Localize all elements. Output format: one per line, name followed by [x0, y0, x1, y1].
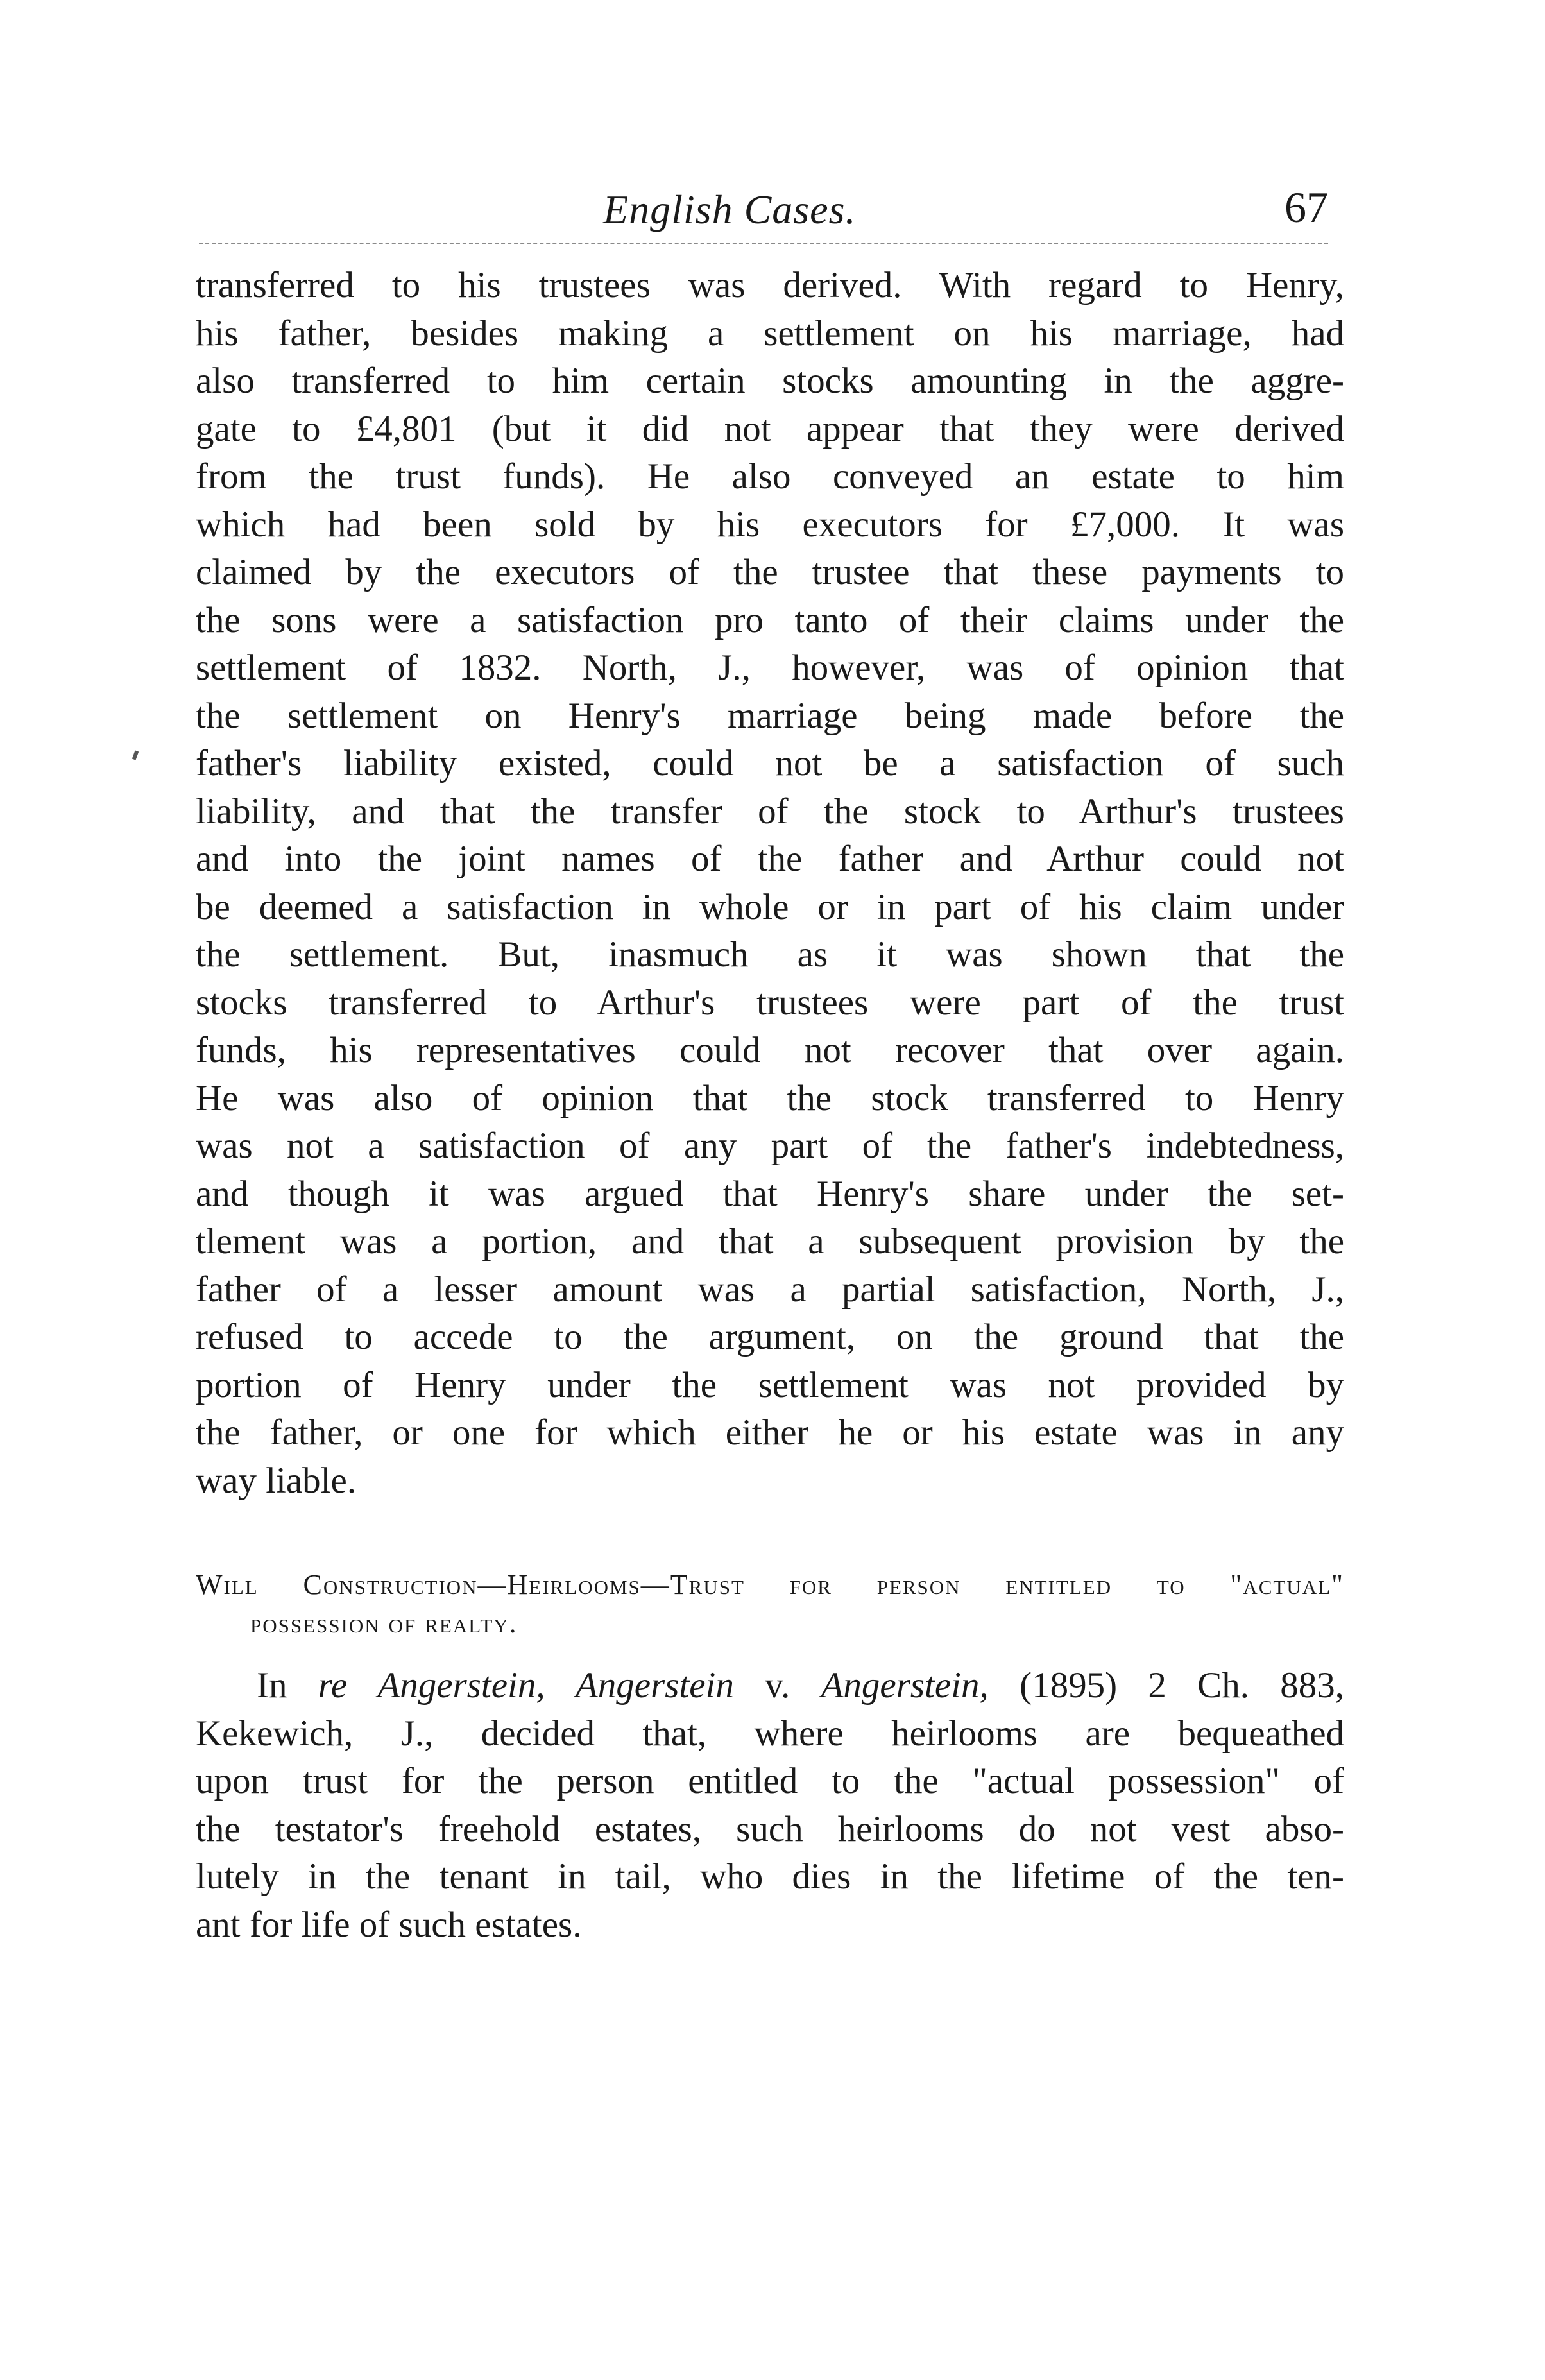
running-title: English Cases. [603, 187, 857, 232]
text-line: funds, his representatives could not recover that over again. [196, 1030, 1344, 1070]
section-heading-line: possession of realty. [250, 1607, 518, 1639]
margin-mark [132, 750, 139, 760]
text-line: stocks transferred to Arthur's trustees were part of the trust [196, 982, 1344, 1023]
text-line: and though it was argued that Henry's share under the set- [196, 1173, 1344, 1214]
text-line: from the trust funds). He also conveyed an estate to him [196, 456, 1344, 497]
page-number: 67 [1285, 183, 1328, 232]
paragraph-continued [196, 262, 1344, 1505]
text-line: transferred to his trustees was derived. With regard to Henry, [196, 265, 1344, 305]
text-line: gate to £4,801 (but it did not appear that they were derived [196, 408, 1344, 449]
text-line: portion of Henry under the settlement was not provided by [196, 1364, 1344, 1405]
text-line: tlement was a portion, and that a subsequent provision by the [196, 1221, 1344, 1262]
text-line: ant for life of such estates. [196, 1904, 582, 1945]
citation: (1895) 2 Ch. 883, [988, 1665, 1344, 1706]
text-line: lutely in the tenant in tail, who dies in the lifetime of the ten- [196, 1856, 1344, 1897]
header-rule [199, 243, 1328, 244]
case-citation-line [196, 1662, 1344, 1710]
text-line: which had been sold by his executors for £7,000. It was [196, 504, 1344, 545]
text-line: settlement of 1832. North, J., however, was of opinion that [196, 647, 1344, 688]
text-line: upon trust for the person entitled to the "actual possession" of [196, 1761, 1344, 1801]
text-line: father's liability existed, could not be a satisfaction of such [196, 743, 1344, 783]
text-line: way liable. [196, 1460, 357, 1501]
text-run: v. [733, 1665, 821, 1706]
text-line: also transferred to him certain stocks amounting in the aggre- [196, 361, 1344, 401]
text-line: He was also of opinion that the stock transferred to Henry [196, 1077, 1344, 1118]
text-line: the father, or one for which either he or his estate was in any [196, 1412, 1344, 1453]
text-line: refused to accede to the argument, on the ground that the [196, 1317, 1344, 1357]
text-line: the settlement on Henry's marriage being made before the [196, 695, 1344, 736]
text-line: the sons were a satisfaction pro tanto of their claims under the [196, 599, 1344, 640]
text-line: his father, besides making a settlement on his marriage, had [196, 312, 1344, 354]
section-heading [196, 1566, 1344, 1643]
text-line: the settlement. But, inasmuch as it was shown that the [196, 934, 1344, 975]
text-run: In [257, 1665, 318, 1706]
text-line: be deemed a satisfaction in whole or in part of his claim under [196, 886, 1344, 927]
text-line: claimed by the executors of the trustee that these payments to [196, 552, 1344, 592]
text-line: liability, and that the transfer of the stock to Arthur's trustees [196, 791, 1344, 832]
running-head [192, 183, 1335, 244]
text-line: father of a lesser amount was a partial satisfaction, North, J., [196, 1269, 1344, 1310]
text-line: was not a satisfaction of any part of the father's indebtedness, [196, 1126, 1344, 1166]
text-line: the testator's freehold estates, such heirlooms do not vest abso- [196, 1808, 1344, 1849]
text-line: Kekewich, J., decided that, where heirlooms are bequeathed [196, 1713, 1344, 1754]
case-name: re Angerstein, Angerstein [318, 1665, 734, 1706]
section-heading-line: Will Construction—Heirlooms—Trust for person entitled to "actual" [196, 1569, 1344, 1600]
case-name: Angerstein, [821, 1665, 989, 1706]
case-paragraph [196, 1662, 1344, 1949]
text-line: and into the joint names of the father and Arthur could not [196, 839, 1344, 879]
